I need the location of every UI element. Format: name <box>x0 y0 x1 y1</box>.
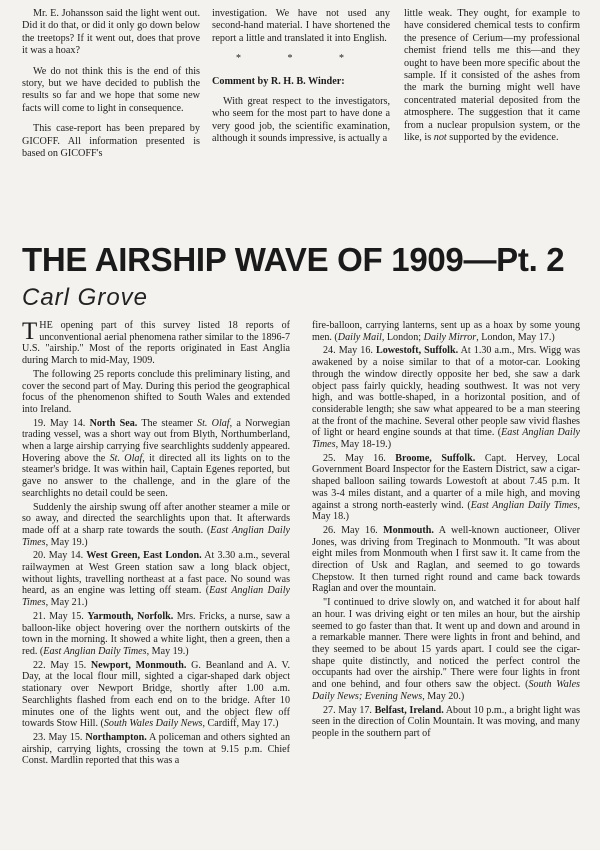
paragraph <box>22 502 290 549</box>
text: , May 21.) <box>45 597 88 609</box>
top-column-1 <box>22 8 200 168</box>
report-19 <box>22 418 290 500</box>
paragraph <box>312 597 580 702</box>
text: , a Norwegian trading vessel, was a short way out from Blyth, Northumberland, when a large airship carrying five searchlights suddenly appeared. Hovering above the <box>22 417 291 464</box>
source-citation: South Wales Daily News <box>103 718 203 730</box>
text: 25. May 16. <box>323 452 396 464</box>
report-place: Newport, Monmouth. <box>90 659 187 671</box>
text: , May 19.) <box>45 536 88 548</box>
paragraph: The following 25 reports conclude this preliminary listing, and cover the second part of May. During this period the geographical focus of the phenomenon shifted to South Wales and extended into Ireland. <box>22 368 290 415</box>
paragraph <box>404 8 580 144</box>
text: fire-balloon, carrying lanterns, sent up as a hoax by some young men. ( <box>312 320 580 343</box>
text: 22. May 15. <box>33 659 91 671</box>
comment-heading: Comment by R. H. B. Winder: <box>212 75 345 87</box>
text: Suddenly the airship swung off after another steamer a mile or so away, and directed the searchlights upon that. It afterwards made off at a sharp rate towards the south. ( <box>22 501 290 536</box>
report-21 <box>22 611 290 658</box>
text: 27. May 17. <box>323 704 375 716</box>
text: Capt. Hervey, Local Government Board Inspector for the Eastern District, saw a cigar-shaped balloon sailing towards Lowestoft at about 7.45 p.m. It was 3-4 miles distant, and a quarter of a mile high, and moving against a strong north-easterly wind. ( <box>312 452 580 511</box>
text: About 10 p.m., a bright light was seen in the direction of Colin Mountain. It was moving, and many people in the southern part of <box>312 704 580 739</box>
text: G. Beanland and A. V. Day, at the local flour mill, sighted a cigar-shaped dark object stationary over Newport Bridge, shortly after 1.00 a.m. Searchlights flashed from each end on to the bridge. After 10 minutes one of the lights went out, and the object flew off towards Stow Hill. ( <box>22 659 290 730</box>
body-column-left <box>22 320 290 769</box>
report-26 <box>312 525 580 595</box>
text: , May 18-19.) <box>335 439 392 451</box>
article-author: Carl Grove <box>22 284 149 311</box>
text: 20. May 14. <box>33 550 87 562</box>
report-place: Northampton. <box>85 731 147 743</box>
report-27 <box>312 705 580 740</box>
report-23 <box>22 732 290 767</box>
paragraph: Mr. E. Johansson said the light went out. Did it do that, or did it only go down below the treetops? If it went out, does that prove it was a hoax? <box>22 8 200 57</box>
emphasis: not <box>433 132 447 144</box>
report-place: Belfast, Ireland. <box>374 704 444 716</box>
report-place: North Sea. <box>89 417 138 429</box>
source-citation: Daily Mail <box>337 331 382 343</box>
text: , London, May 17.) <box>476 331 555 343</box>
paragraph: With great respect to the investigators, who seem for the most part to have done a very good job, the scientific examination, although it sounds impressive, is actually a <box>212 96 390 145</box>
text: The steamer <box>137 417 198 429</box>
text: A policeman and others sighted an airship, carrying lights, crossing the town at 9.15 p.m. Chief Const. Mardlin reported that this was a <box>22 731 290 767</box>
source-citation: Daily Mirror <box>423 331 477 343</box>
source-citation: South Wales Daily News; Evening News <box>312 679 580 702</box>
section-divider-stars: * * * <box>236 53 366 65</box>
report-place: Lowestoft, Suffolk. <box>375 345 459 357</box>
top-column-2 <box>212 8 390 154</box>
text: A well-known auctioneer, Oliver Jones, was driving from Treginach to Monmouth. "It was about eight miles from Monmouth when I first saw it. It came from the direction of Usk and Raglan, and seemed to go towards Chepstow. It then turned right round and came back towards Raglan and over the mountain. <box>312 524 580 595</box>
text: 26. May 16. <box>323 524 384 536</box>
report-24 <box>312 345 580 450</box>
report-place: Yarmouth, Norfolk. <box>87 610 174 622</box>
paragraph: We do not think this is the end of this story, but we have decided to publish the results so far and we hope that some new facts will come to light in consequence. <box>22 65 200 114</box>
source-citation: East Anglian Daily Times <box>22 585 290 609</box>
text: 19. May 14. <box>33 417 90 429</box>
ship-name: St. Olaf <box>197 417 230 429</box>
source-citation: East Anglian Daily Times <box>312 427 580 451</box>
text: supported by the evidence. <box>446 132 559 144</box>
source-citation: East Anglian Daily Times <box>22 524 290 548</box>
text: 23. May 15. <box>33 731 86 743</box>
report-place: Broome, Suffolk. <box>395 452 476 464</box>
previous-article-continuation <box>22 8 580 236</box>
text: At 3.30 a.m., several railwaymen at West Green station saw a long black object, without lights, travelling northeast at a fast pace. No sound was heard, as an engine was letting off steam. ( <box>22 550 290 597</box>
report-place: West Green, East London. <box>86 550 202 562</box>
text: , May 18.) <box>312 499 580 523</box>
source-citation: East Anglian Daily Times <box>470 499 578 511</box>
text: , May 19.) <box>146 645 189 657</box>
paragraph <box>22 320 290 367</box>
text: 24. May 16. <box>323 345 376 357</box>
text: 21. May 15. <box>33 610 88 622</box>
report-22 <box>22 660 290 730</box>
text: , it directed all its lights on to the steamer's bridge. It was within hail, Captain Egenes reported, but gave no answer to the challenge, and in the glare of the searchlights no detail could be seen. <box>22 452 290 499</box>
drop-cap: T <box>22 318 38 345</box>
report-20 <box>22 550 290 609</box>
text: HE opening part of this survey listed 18 reports of unconventional aerial phenomena rather similar to the 1896-7 U.S. "airship." Most of the reports originated in East Anglia during March to mid-May, 1909. <box>22 320 290 367</box>
source-citation: East Anglian Daily Times <box>43 645 147 657</box>
text: At 1.30 a.m., Mrs. Wigg was awakened by a noise similar to that of a motor-car. Looking through the window directly opposite her bed, she saw a dark object pass fairly quickly, heading southwest. It was not very high, and was bottle-shaped, in a horizontal position, and of considerable length; she saw what appeared to be a man steering at the front of the machine. Several other people saw vivid flashes of light or heard engine sounds at that time. ( <box>312 345 581 439</box>
article-headline: THE AIRSHIP WAVE OF 1909—Pt. 2 <box>22 241 565 278</box>
top-column-3 <box>404 8 580 152</box>
text: , Cardiff, May 17.) <box>202 718 279 730</box>
paragraph: investigation. We have not used any second-hand material. I have shortened the report a little and translated it into English. <box>212 8 390 44</box>
body-column-right <box>312 320 580 742</box>
text: Mrs. Fricks, a nurse, saw a balloon-like object hovering over the northern outskirts of the town in the morning. It showed a white light, then a green, then a red. ( <box>22 610 290 657</box>
text: , London; <box>381 331 424 343</box>
text: , May 20.) <box>422 690 465 702</box>
ship-name: St. Olaf <box>109 452 143 464</box>
paragraph <box>312 320 580 343</box>
text: "I continued to drive slowly on, and watched it for about half an hour. I was driving eight or ten miles an hour, but the airship seemed to go faster than that. It went up and down and around in a remarkable manner. There were lights in front and behind, and they seemed to be about 15 yards apart. I could see the cigar-shape quite distinctly, and noticed the perfect control the occupants had over the airship." There were four lights in front and one behind, and four others saw the object. ( <box>312 597 580 691</box>
paragraph: This case-report has been prepared by GICOFF. All information presented is based on GICOFF's <box>22 123 200 160</box>
text: little weak. They ought, for example to have considered chemical tests to confirm the presence of Cerium—my professional chemist friend tells me this—and they ought to have been more specific about the sample. If it consisted of the ashes from the mark the burning might well have concentrated material deposited from the atmosphere. The suggestion that it came from a nuclear propulsion system, or the like, is <box>404 8 580 144</box>
report-place: Monmouth. <box>383 524 434 536</box>
report-25 <box>312 453 580 523</box>
